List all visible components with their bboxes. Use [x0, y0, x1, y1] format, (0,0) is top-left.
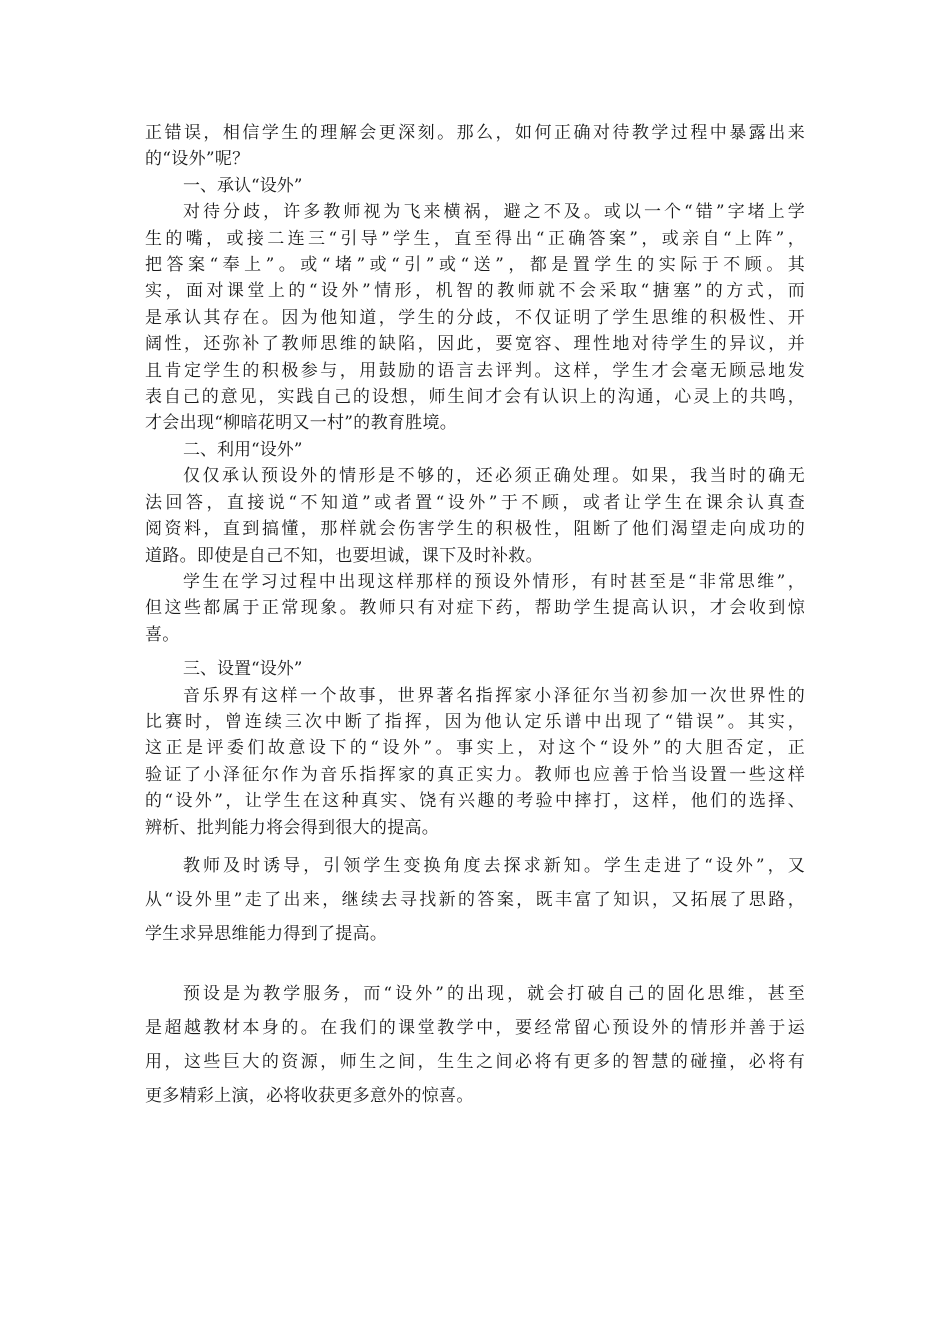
text-line: 从“设外里”走了出来，继续去寻找新的答案，既丰富了知识，又拓展了思路， — [145, 889, 805, 910]
text-line: 正错误，相信学生的理解会更深刻。那么，如何正确对待教学过程中暴露出来 — [145, 123, 805, 143]
section2-paragraph-2 — [145, 569, 805, 648]
text-line: 阅资料，直到搞懂，那样就会伤害学生的积极性，阻断了他们渴望走向成功的 — [145, 519, 805, 540]
guide-paragraph — [145, 849, 805, 951]
text-line: 音乐界有这样一个故事，世界著名指挥家小泽征尔当初参加一次世界性的 — [183, 685, 805, 706]
text-line: 对待分歧，许多教师视为飞来横祸，避之不及。或以一个“错”字堵上学 — [183, 202, 805, 223]
text-line: 验证了小泽征尔作为音乐指挥家的真正实力。教师也应善于恰当设置一些这样 — [145, 764, 805, 785]
text-line: 教师及时诱导，引领学生变换角度去探求新知。学生走进了“设外”，又 — [183, 855, 805, 876]
text-line: 喜。 — [145, 624, 180, 645]
text-line: 是承认其存在。因为他知道，学生的分歧，不仅证明了学生思维的积极性、开 — [145, 307, 805, 328]
text-line: 把答案“奉上”。或“堵”或“引”或“送”，都是置学生的实际于不顾。其 — [145, 255, 805, 276]
section1-paragraph — [145, 199, 805, 437]
section-heading-1: 一、承认“设外” — [183, 175, 303, 196]
text-line: 是超越教材本身的。在我们的课堂教学中，要经常留心预设外的情形并善于运 — [145, 1017, 805, 1038]
text-line: 更多精彩上演，必将收获更多意外的惊喜。 — [145, 1085, 474, 1106]
text-line: 的“设外”呢？ — [145, 149, 250, 170]
text-line: 表自己的意见，实践自己的设想，师生间才会有认识上的沟通，心灵上的共鸣， — [145, 387, 805, 408]
text-line: 学生求异思维能力得到了提高。 — [145, 923, 388, 944]
text-line: 才会出现“柳暗花明又一村”的教育胜境。 — [145, 413, 458, 434]
text-line: 这正是评委们故意设下的“设外”。事实上，对这个“设外”的大胆否定，正 — [145, 738, 805, 759]
text-line: 学生在学习过程中出现这样那样的预设外情形，有时甚至是“非常思维”， — [183, 571, 805, 592]
text-line: 阔性，还弥补了教师思维的缺陷，因此，要宽容、理性地对待学生的异议，并 — [145, 334, 805, 355]
document-page — [145, 120, 805, 1113]
text-line: 用，这些巨大的资源，师生之间，生生之间必将有更多的智慧的碰撞，必将有 — [145, 1051, 805, 1072]
text-line: 法回答，直接说“不知道”或者置“设外”于不顾，或者让学生在课余认真查 — [145, 492, 805, 513]
intro-paragraph — [145, 120, 805, 173]
section3-paragraph — [145, 683, 805, 841]
text-line: 实，面对课堂上的“设外”情形，机智的教师就不会采取“搪塞”的方式，而 — [145, 281, 805, 302]
text-line: 的“设外”，让学生在这种真实、饶有兴趣的考验中摔打，这样，他们的选择、 — [145, 791, 805, 812]
text-line: 比赛时，曾连续三次中断了指挥，因为他认定乐谱中出现了“错误”。其实， — [145, 711, 805, 732]
text-line: 生的嘴，或接二连三“引导”学生，直至得出“正确答案”，或亲自“上阵”， — [145, 228, 805, 249]
section-heading-2: 二、利用“设外” — [183, 439, 303, 460]
text-line: 仅仅承认预设外的情形是不够的，还必须正确处理。如果，我当时的确无 — [183, 466, 805, 487]
text-line: 但这些都属于正常现象。教师只有对症下药，帮助学生提高认识，才会收到惊 — [145, 598, 805, 619]
section-heading-3: 三、设置“设外” — [183, 659, 303, 680]
text-line: 预设是为教学服务，而“设外”的出现，就会打破自己的固化思维，甚至 — [183, 983, 805, 1004]
conclusion-paragraph — [145, 977, 805, 1113]
section2-paragraph-1 — [145, 463, 805, 569]
text-line: 辨析、批判能力将会得到很大的提高。 — [145, 817, 440, 838]
text-line: 且肯定学生的积极参与，用鼓励的语言去评判。这样，学生才会毫无顾忌地发 — [145, 360, 805, 381]
text-line: 道路。即使是自己不知，也要坦诚，课下及时补救。 — [145, 545, 543, 566]
